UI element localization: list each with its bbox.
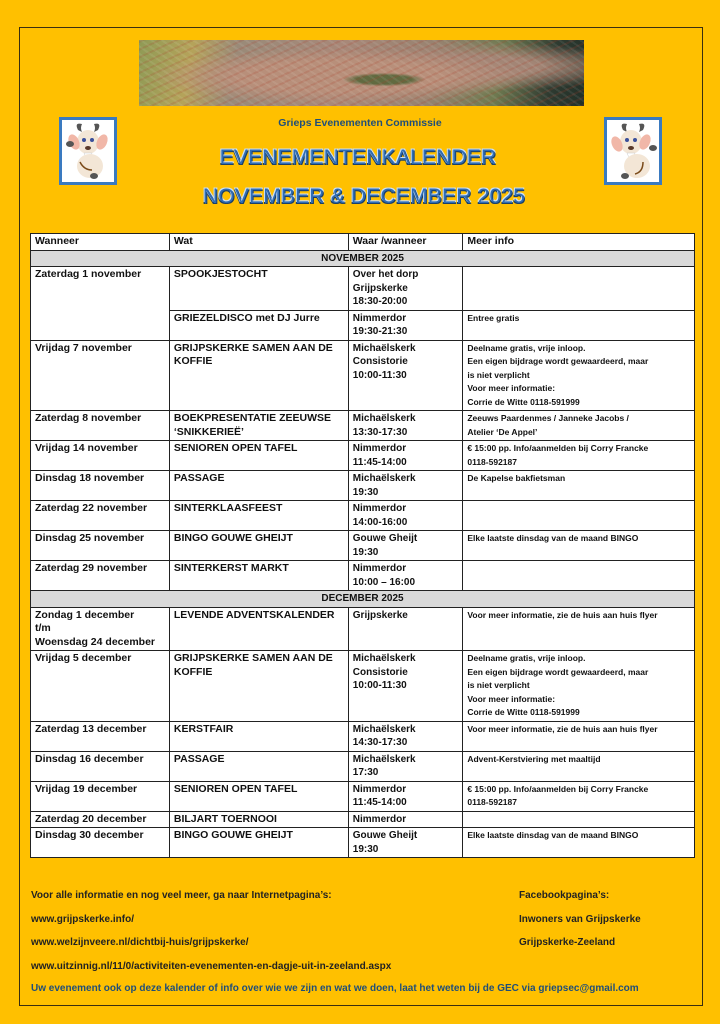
event-info-line: 0118-592187 bbox=[467, 797, 517, 807]
event-location-time-line: 18:30-20:00 bbox=[352, 296, 408, 307]
event-date bbox=[31, 607, 170, 651]
event-name-line: GRIJPSKERKE SAMEN AAN DE bbox=[173, 652, 333, 664]
event-name-line: SINTERKERST MARKT bbox=[173, 562, 289, 574]
event-location-time bbox=[348, 441, 463, 471]
event-date-line: Zaterdag 13 december bbox=[35, 722, 147, 735]
event-info-line: € 15:00 pp. Info/aanmelden bij Corry Francke bbox=[467, 443, 649, 453]
event-location-time-line: Nimmerdor bbox=[352, 503, 407, 514]
event-info-line: Elke laatste dinsdag van de maand BINGO bbox=[467, 533, 639, 543]
event-name-line: BINGO GOUWE GHEIJT bbox=[173, 532, 293, 544]
event-date-line: Zaterdag 29 november bbox=[35, 562, 148, 574]
event-row bbox=[31, 607, 695, 651]
events-table-body bbox=[31, 250, 695, 858]
event-name-line: SINTERKLAASFEEST bbox=[173, 502, 283, 514]
event-location-time bbox=[348, 651, 463, 722]
event-location-time bbox=[348, 721, 463, 751]
event-date-line: t/m bbox=[35, 622, 51, 634]
event-row bbox=[31, 340, 695, 411]
event-info-line: Voor meer informatie, zie de huis aan huis flyer bbox=[467, 723, 658, 734]
event-date-line: Zaterdag 1 november bbox=[35, 268, 142, 280]
event-location-time-line: 19:30 bbox=[352, 546, 379, 558]
event-location-time bbox=[348, 531, 463, 561]
event-date-line: Vrijdag 19 december bbox=[35, 782, 138, 795]
event-date bbox=[31, 267, 170, 341]
footer-links bbox=[31, 890, 391, 984]
event-info-line: Corrie de Witte 0118-591999 bbox=[467, 707, 580, 717]
event-name bbox=[169, 531, 348, 561]
event-info-line: Corrie de Witte 0118-591999 bbox=[467, 396, 580, 407]
event-location-time-line: 19:30 bbox=[352, 843, 379, 855]
event-location-time-line: Michaëlskerk bbox=[352, 473, 416, 484]
event-date-line: Zondag 1 december bbox=[35, 608, 135, 621]
event-date bbox=[31, 411, 170, 441]
event-date bbox=[31, 471, 170, 501]
event-date-line: Vrijdag 14 november bbox=[35, 442, 138, 454]
event-name bbox=[169, 651, 348, 722]
event-date bbox=[31, 531, 170, 561]
event-info bbox=[463, 531, 695, 561]
facebook-heading: Facebookpagina’s: bbox=[519, 890, 610, 901]
event-date bbox=[31, 340, 170, 411]
event-info bbox=[463, 310, 695, 340]
month-header-row bbox=[31, 591, 695, 608]
event-name-line: KERSTFAIR bbox=[173, 722, 234, 735]
event-date-line: Woensdag 24 december bbox=[35, 635, 156, 648]
event-date-line: Dinsdag 18 november bbox=[35, 472, 145, 484]
event-location-time-line: 17:30 bbox=[352, 767, 379, 778]
column-header-where: Waar /wanneer bbox=[348, 234, 463, 251]
event-location-time-line: 10:00 – 16:00 bbox=[352, 576, 416, 588]
event-name-line: SPOOKJESTOCHT bbox=[173, 268, 268, 280]
contact-note: Uw evenement ook op deze kalender of info over wie we zijn en wat we doen, laat het weten bij de GEC via griepsec@gmail.com bbox=[31, 983, 639, 994]
event-row bbox=[31, 411, 695, 441]
event-info-line: € 15:00 pp. Info/aanmelden bij Corry Francke bbox=[467, 783, 649, 794]
event-info-line: 0118-592187 bbox=[467, 456, 517, 467]
event-name-line: SENIOREN OPEN TAFEL bbox=[173, 782, 298, 795]
event-location-time-line: Over het dorp bbox=[352, 269, 419, 280]
event-location-time-line: Michaëlskerk bbox=[352, 753, 416, 765]
event-info-line: Voor meer informatie: bbox=[467, 383, 556, 393]
column-header-what: Wat bbox=[169, 234, 348, 251]
event-location-time-line: Michaëlskerk bbox=[352, 723, 416, 735]
event-info-line: De Kapelse bakfietsman bbox=[467, 473, 566, 483]
event-info-line: Advent-Kerstviering met maaltijd bbox=[467, 753, 601, 764]
event-location-time-line: 13:30-17:30 bbox=[352, 426, 408, 438]
event-info bbox=[463, 267, 695, 311]
event-name bbox=[169, 561, 348, 591]
event-name bbox=[169, 607, 348, 651]
organization-name: Grieps Evenementen Commissie bbox=[278, 117, 442, 129]
event-location-time-line: 11:45-14:00 bbox=[352, 797, 407, 808]
event-location-time bbox=[348, 411, 463, 441]
event-info bbox=[463, 561, 695, 591]
event-location-time-line: Gouwe Gheijt bbox=[352, 830, 418, 841]
event-row bbox=[31, 828, 695, 858]
event-info bbox=[463, 471, 695, 501]
facebook-page-link[interactable]: Grijpskerke-Zeeland bbox=[519, 937, 616, 948]
event-info-line: Deelname gratis, vrije inloop. bbox=[467, 342, 586, 353]
event-location-time bbox=[348, 561, 463, 591]
event-date-line: Dinsdag 25 november bbox=[35, 532, 145, 544]
event-name bbox=[169, 751, 348, 781]
event-row bbox=[31, 751, 695, 781]
event-name bbox=[169, 310, 348, 340]
event-location-time-line: 14:00-16:00 bbox=[352, 516, 408, 528]
event-info-line: Atelier ‘De Appel’ bbox=[467, 426, 538, 437]
event-date-line: Dinsdag 16 december bbox=[35, 752, 144, 765]
event-date bbox=[31, 751, 170, 781]
village-banner-image bbox=[139, 40, 584, 106]
event-date-line: Dinsdag 30 december bbox=[35, 829, 144, 841]
event-name-line: BILJART TOERNOOI bbox=[173, 812, 277, 825]
event-info bbox=[463, 811, 695, 828]
event-date-line: Zaterdag 8 november bbox=[35, 412, 142, 424]
event-location-time-line: Nimmerdor bbox=[352, 443, 407, 454]
event-name-line: PASSAGE bbox=[173, 752, 225, 765]
event-date bbox=[31, 441, 170, 471]
event-location-time-line: Michaëlskerk bbox=[352, 413, 416, 424]
calendar-title: EVENEMENTENKALENDER bbox=[219, 146, 497, 169]
event-row bbox=[31, 531, 695, 561]
event-name-line: GRIEZELDISCO met DJ Jurre bbox=[173, 311, 320, 324]
event-info-line: is niet verplicht bbox=[467, 680, 530, 690]
event-location-time-line: 19:30 bbox=[352, 486, 379, 498]
event-location-time bbox=[348, 471, 463, 501]
event-location-time bbox=[348, 781, 463, 811]
event-name bbox=[169, 721, 348, 751]
event-name-line: BOEKPRESENTATIE ZEEUWSE bbox=[173, 412, 332, 424]
event-info bbox=[463, 721, 695, 751]
event-location-time-line: Nimmerdor bbox=[352, 563, 407, 574]
event-info bbox=[463, 501, 695, 531]
event-date-line: Zaterdag 22 november bbox=[35, 502, 148, 514]
column-header-info: Meer info bbox=[463, 234, 695, 251]
event-name-line: GRIJPSKERKE SAMEN AAN DE bbox=[173, 341, 333, 354]
event-name-line: PASSAGE bbox=[173, 472, 225, 484]
event-name bbox=[169, 340, 348, 411]
event-date bbox=[31, 651, 170, 722]
footer-intro: Voor alle informatie en nog veel meer, ga naar Internetpagina’s: bbox=[31, 890, 332, 901]
event-row bbox=[31, 781, 695, 811]
event-date-line: Vrijdag 5 december bbox=[35, 652, 132, 664]
event-location-time-line: Nimmerdor bbox=[352, 813, 407, 825]
event-info-line: Entree gratis bbox=[467, 312, 520, 323]
event-info bbox=[463, 751, 695, 781]
event-name-line: BINGO GOUWE GHEIJT bbox=[173, 829, 293, 841]
events-table bbox=[30, 233, 695, 858]
month-header: NOVEMBER 2025 bbox=[31, 250, 695, 267]
event-location-time bbox=[348, 811, 463, 828]
event-name-line: ‘SNIKKERIEË’ bbox=[173, 425, 244, 438]
website-link[interactable]: www.uitzinnig.nl/11/0/activiteiten-evenementen-en-dagje-uit-in-zeeland.aspx bbox=[31, 960, 392, 972]
event-info bbox=[463, 340, 695, 411]
event-location-time-line: 19:30-21:30 bbox=[352, 326, 408, 337]
event-row bbox=[31, 441, 695, 471]
event-info bbox=[463, 411, 695, 441]
event-name bbox=[169, 501, 348, 531]
event-location-time bbox=[348, 607, 463, 651]
event-location-time bbox=[348, 267, 463, 311]
event-info bbox=[463, 828, 695, 858]
event-info-line: Een eigen bijdrage wordt gewaardeerd, maar bbox=[467, 666, 649, 677]
event-info bbox=[463, 607, 695, 651]
event-row bbox=[31, 501, 695, 531]
event-info-line: Zeeuws Paardenmes / Janneke Jacobs / bbox=[467, 413, 629, 423]
facebook-page-link[interactable]: Inwoners van Grijpskerke bbox=[519, 913, 641, 925]
event-location-time bbox=[348, 310, 463, 340]
event-row bbox=[31, 721, 695, 751]
event-name bbox=[169, 471, 348, 501]
event-location-time bbox=[348, 340, 463, 411]
event-name-line: SENIOREN OPEN TAFEL bbox=[173, 442, 298, 454]
event-name bbox=[169, 411, 348, 441]
event-name-line: KOFFIE bbox=[173, 355, 213, 367]
calendar-period: NOVEMBER & DECEMBER 2025 bbox=[202, 185, 526, 208]
event-name bbox=[169, 267, 348, 311]
event-location-time-line: Nimmerdor bbox=[352, 312, 407, 324]
event-location-time-line: 11:45-14:00 bbox=[352, 456, 407, 468]
event-location-time-line: Gouwe Gheijt bbox=[352, 533, 418, 544]
event-row bbox=[31, 267, 695, 311]
event-location-time-line: 10:00-11:30 bbox=[352, 369, 407, 381]
event-date bbox=[31, 721, 170, 751]
event-location-time bbox=[348, 501, 463, 531]
event-location-time bbox=[348, 751, 463, 781]
event-date bbox=[31, 561, 170, 591]
event-name bbox=[169, 781, 348, 811]
event-location-time bbox=[348, 828, 463, 858]
event-location-time-line: Nimmerdor bbox=[352, 783, 407, 795]
event-date bbox=[31, 781, 170, 811]
event-info-line: Een eigen bijdrage wordt gewaardeerd, maar bbox=[467, 356, 649, 366]
event-date bbox=[31, 501, 170, 531]
event-info bbox=[463, 441, 695, 471]
event-date-line: Zaterdag 20 december bbox=[35, 812, 147, 825]
event-date bbox=[31, 811, 170, 828]
event-name bbox=[169, 828, 348, 858]
event-location-time-line: Consistorie bbox=[352, 356, 408, 367]
event-name bbox=[169, 441, 348, 471]
event-name-line: LEVENDE ADVENTSKALENDER bbox=[173, 608, 335, 621]
website-link[interactable]: www.grijpskerke.info/ bbox=[31, 913, 134, 925]
event-location-time-line: 10:00-11:30 bbox=[352, 680, 407, 691]
event-info-line: Deelname gratis, vrije inloop. bbox=[467, 653, 586, 663]
event-location-time-line: Michaëlskerk bbox=[352, 653, 416, 664]
website-link[interactable]: www.welzijnveere.nl/dichtbij-huis/grijpskerke/ bbox=[31, 937, 249, 948]
event-location-time-line: Michaëlskerk bbox=[352, 342, 416, 354]
event-info bbox=[463, 781, 695, 811]
event-location-time-line: Grijpskerke bbox=[352, 282, 408, 294]
event-name-line: KOFFIE bbox=[173, 665, 213, 678]
event-location-time-line: 14:30-17:30 bbox=[352, 737, 408, 748]
event-row bbox=[31, 651, 695, 722]
event-location-time-line: Consistorie bbox=[352, 666, 408, 678]
event-info-line: Voor meer informatie: bbox=[467, 693, 556, 704]
event-info-line: Voor meer informatie, zie de huis aan huis flyer bbox=[467, 609, 658, 620]
event-date bbox=[31, 828, 170, 858]
event-location-time-line: Grijpskerke bbox=[352, 609, 408, 621]
column-header-when: Wanneer bbox=[31, 234, 170, 251]
month-header-row bbox=[31, 250, 695, 267]
event-row bbox=[31, 561, 695, 591]
event-info bbox=[463, 651, 695, 722]
event-date-line: Vrijdag 7 november bbox=[35, 341, 132, 354]
facebook-pages bbox=[519, 890, 641, 961]
event-name bbox=[169, 811, 348, 828]
event-row bbox=[31, 811, 695, 828]
event-row bbox=[31, 471, 695, 501]
month-header: DECEMBER 2025 bbox=[31, 591, 695, 608]
table-header-row bbox=[31, 234, 695, 251]
event-info-line: is niet verplicht bbox=[467, 369, 530, 380]
event-info-line: Elke laatste dinsdag van de maand BINGO bbox=[467, 830, 639, 840]
